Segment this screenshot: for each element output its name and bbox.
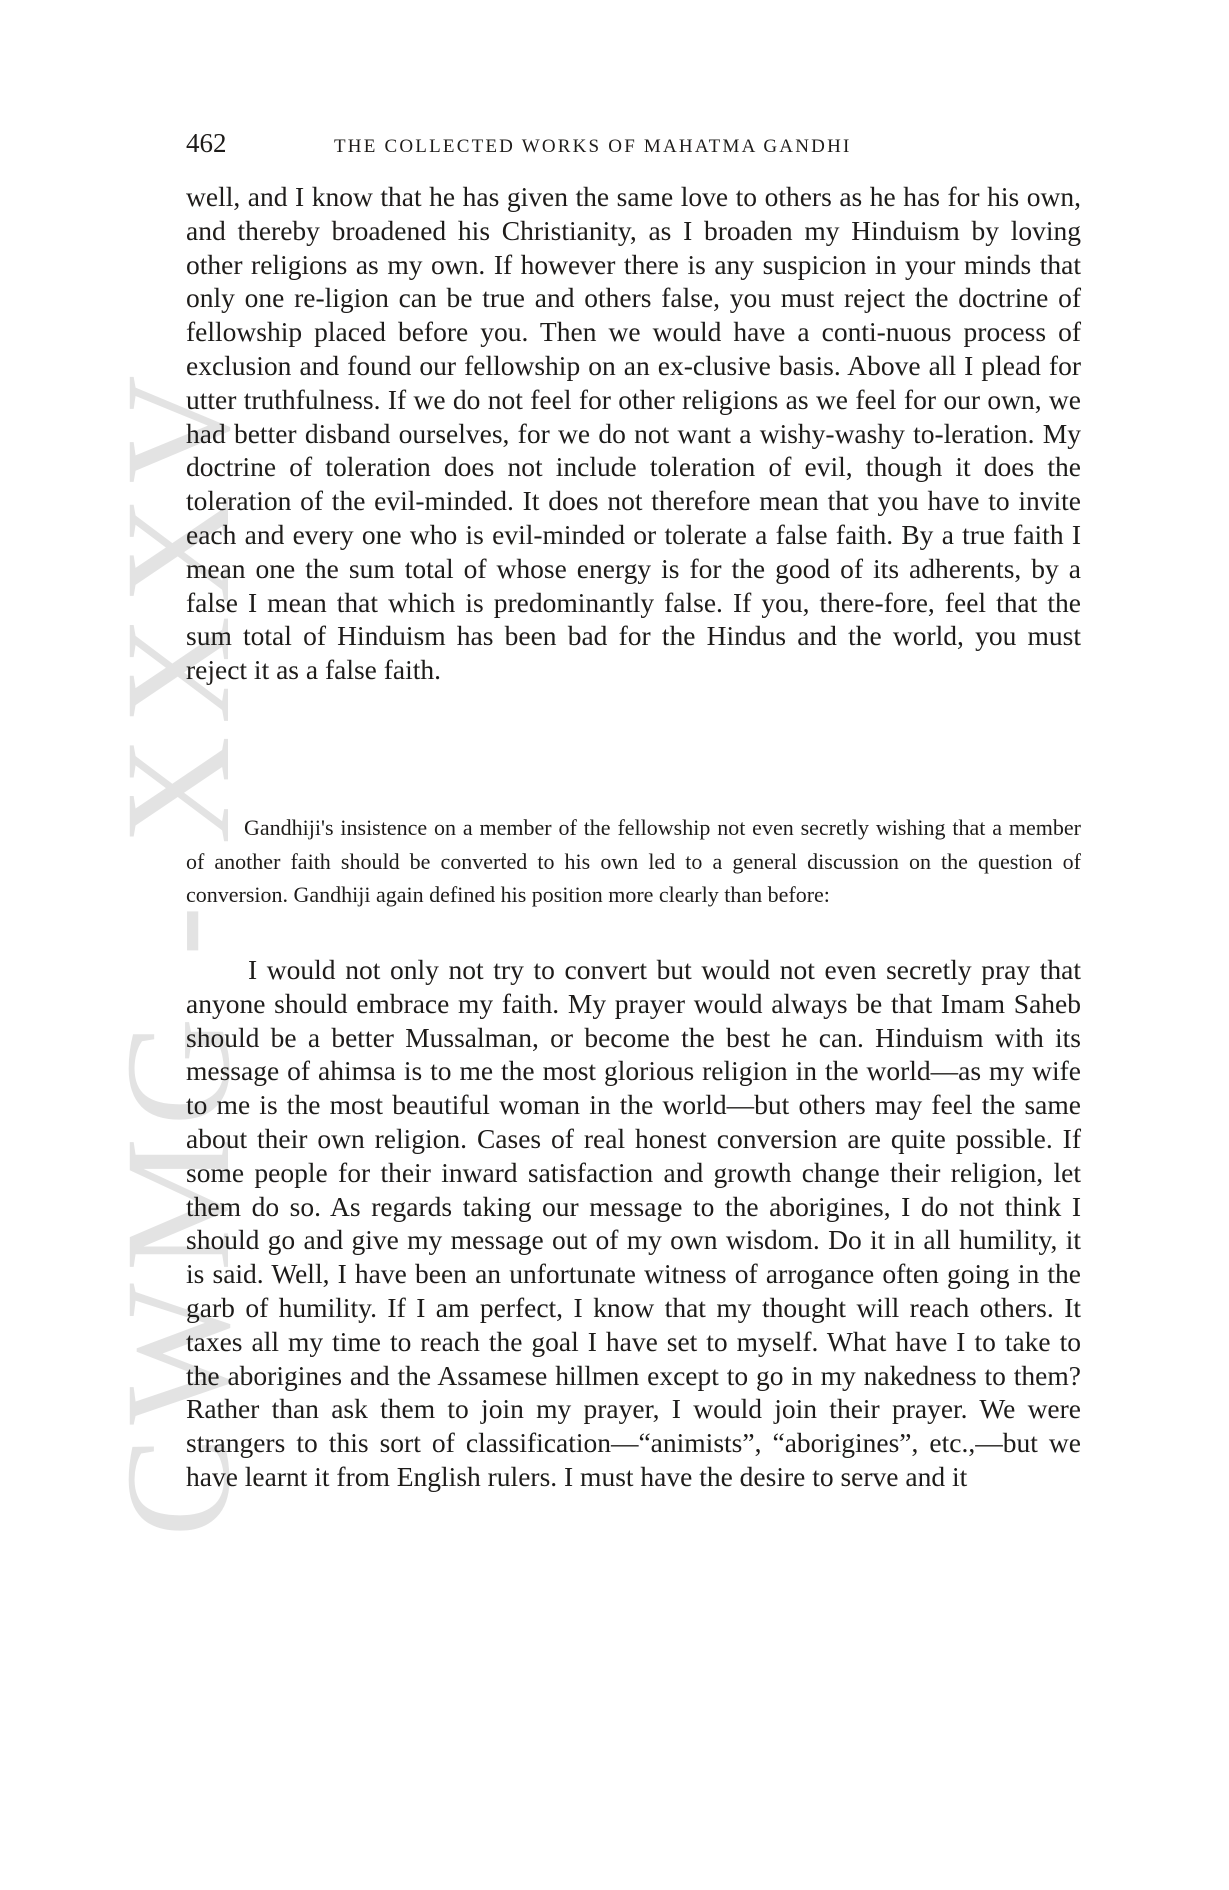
watermark-text: CWMG - XXXV (95, 363, 261, 1537)
paragraph-text: I would not only not try to convert but would not even secretly pray that anyone should embrace my faith. My prayer would always be that Imam Saheb should be a better Mussalman, or become the best he can. Hinduism with its message of ahimsa is to me the most glorious religion in the world—as my wife to me is the most beautiful woman in the world—but others may feel the same about their own religion. Cases of real honest conversion are quite possible. If some people for their inward satisfaction and growth change their religion, let them do so. As regards taking our message to the aborigines, I do not think I should go and give my message out of my own wisdom. Do it in all humility, it is said. Well, I have been an unfortunate witness of arrogance often going in the garb of humility. If I am perfect, I know that my thought will reach others. It taxes all my time to reach the goal I have set to myself. What have I to take to the aborigines and the Assamese hillmen except to go in my nakedness to them? Rather than ask them to join my prayer, I would join their prayer. We were strangers to this sort of classification—“animists”, “aborigines”, etc.,—but we have learnt it from English rulers. I must have the desire to serve and it (186, 954, 1081, 1492)
page-header (186, 128, 1080, 168)
continued-paragraph (186, 180, 1081, 687)
editorial-note (186, 811, 1081, 912)
paragraph-text: well, and I know that he has given the same love to others as he has for his own, and thereby broadened his Christianity, as I broaden my Hinduism by loving other religions as my own. If however there is any suspicion in your minds that only one re-ligion can be true and others false, you must reject the doctrine of fellowship placed before you. Then we would have a conti-nuous process of exclusion and found our fellowship on an ex-clusive basis. Above all I plead for utter truthfulness. If we do not feel for other religions as we feel for our own, we had better disband ourselves, for we do not want a wishy-washy to-leration. My doctrine of toleration does not include toleration of evil, though it does the toleration of the evil-minded. It does not therefore mean that you have to invite each and every one who is evil-minded or tolerate a false faith. By a true faith I mean one the sum total of whose energy is for the good of its adherents, by a false I mean that which is predominantly false. If you, there-fore, feel that the sum total of Hinduism has been bad for the Hindus and the world, you must reject it as a false faith. (186, 181, 1081, 686)
editorial-note-text: Gandhiji's insistence on a member of the fellowship not even secretly wishing that a member of another faith should be converted to his own led to a general discussion on the question of conversion. Gandhiji again defined his position more clearly than before: (186, 815, 1081, 908)
page-number: 462 (186, 128, 227, 158)
speech-paragraph (186, 953, 1081, 1494)
running-title: THE COLLECTED WORKS OF MAHATMA GANDHI (334, 136, 852, 157)
